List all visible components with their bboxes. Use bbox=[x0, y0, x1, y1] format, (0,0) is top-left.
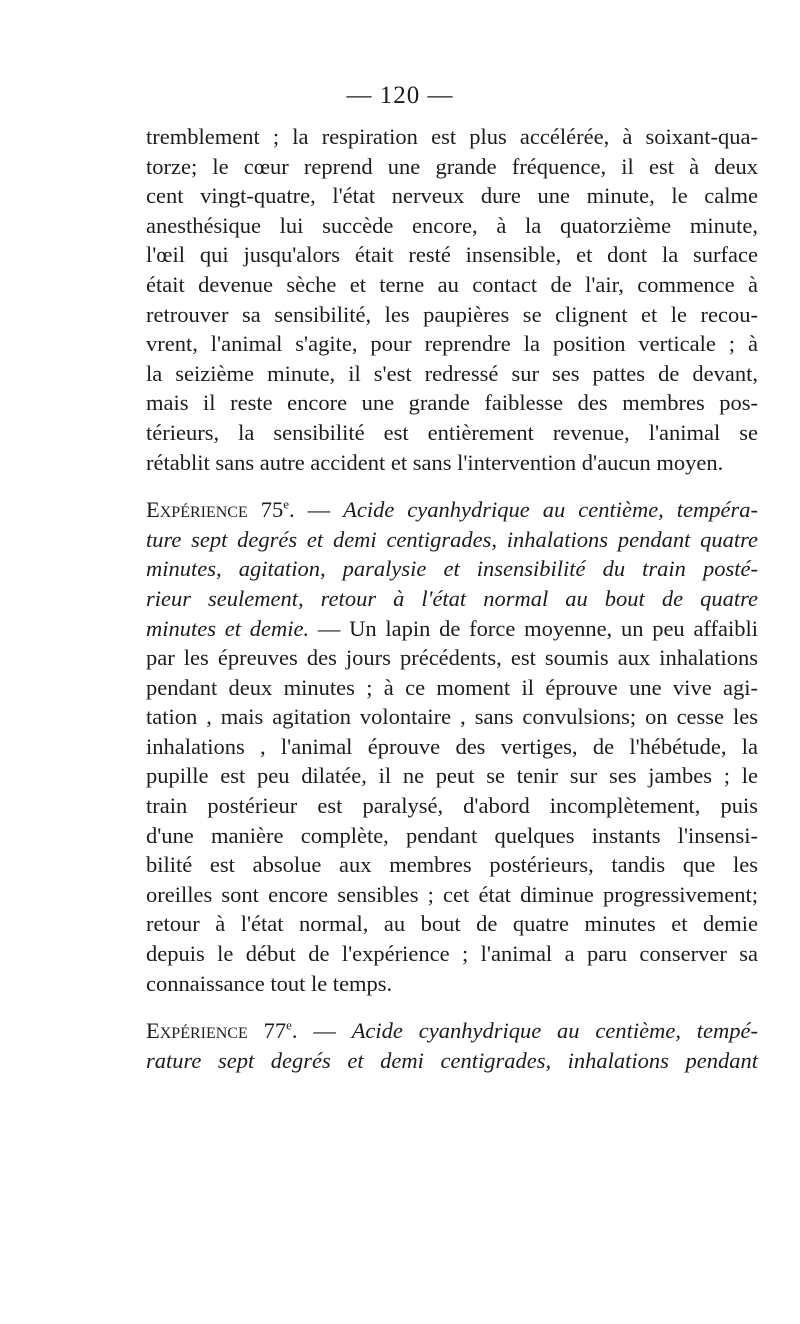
text-line bbox=[146, 359, 758, 389]
text-run: pendant deux minutes ; à ce moment il éprouve une vive agi- bbox=[146, 674, 758, 700]
text-run: inhalations , l'animal éprouve des vertiges, de l'hébétude, la bbox=[146, 733, 758, 759]
text-run: . — bbox=[289, 497, 344, 523]
text-run: retour à l'état normal, au bout de quatre minutes et demie bbox=[146, 911, 758, 937]
text-run: train postérieur est paralysé, d'abord incomplètement, puis bbox=[146, 793, 758, 819]
italic-run: ture sept degrés et demi centigrades, inhalations pendant quatre bbox=[146, 526, 758, 552]
text-line bbox=[146, 584, 758, 614]
text-line bbox=[146, 791, 758, 821]
italic-run: minutes et demie. bbox=[146, 615, 310, 641]
experiment-label: Expérience 77 bbox=[146, 1018, 287, 1044]
text-line bbox=[146, 152, 758, 182]
text-line bbox=[146, 880, 758, 910]
text-line bbox=[146, 448, 758, 478]
text-run: mais il reste encore une grande faiblesse des membres pos- bbox=[146, 390, 758, 416]
text-run: . — bbox=[291, 1018, 352, 1044]
text-line bbox=[146, 821, 758, 851]
text-line bbox=[146, 270, 758, 300]
text-line bbox=[146, 1016, 758, 1046]
text-run: depuis le début de l'expérience ; l'animal a paru conserver sa bbox=[146, 941, 758, 967]
italic-run: rature sept degrés et demi centigrades, inhalations pendant bbox=[146, 1047, 758, 1073]
text-line bbox=[146, 329, 758, 359]
text-run: oreilles sont encore sensibles ; cet état diminue progressivement; bbox=[146, 881, 758, 907]
text-line bbox=[146, 300, 758, 330]
text-run: pupille est peu dilatée, il ne peut se tenir sur ses jambes ; le bbox=[146, 763, 758, 789]
text-line bbox=[146, 969, 758, 999]
experiment-label: Expérience 75 bbox=[146, 497, 284, 523]
text-line bbox=[146, 850, 758, 880]
italic-run: minutes, agitation, paralysie et insensibilité du train posté- bbox=[146, 556, 758, 582]
text-run: térieurs, la sensibilité est entièrement revenue, l'animal se bbox=[146, 419, 758, 445]
text-line bbox=[146, 732, 758, 762]
text-run: par les épreuves des jours précédents, est soumis aux inhalations bbox=[146, 645, 758, 671]
text-run: rétablit sans autre accident et sans l'intervention d'aucun moyen. bbox=[146, 449, 724, 475]
text-run: l'œil qui jusqu'alors était resté insensible, et dont la surface bbox=[146, 242, 758, 268]
text-line bbox=[146, 211, 758, 241]
text-run: retrouver sa sensibilité, les paupières se clignent et le recou- bbox=[146, 301, 758, 327]
italic-run: Acide cyanhydrique au centième, tempéra- bbox=[343, 497, 759, 523]
text-run: e bbox=[283, 496, 290, 512]
text-run: la seizième minute, il s'est redressé sur ses pattes de devant, bbox=[146, 360, 758, 386]
text-line bbox=[146, 122, 758, 152]
text-run: — Un lapin de force moyenne, un peu affaibli bbox=[309, 615, 758, 641]
text-line bbox=[146, 643, 758, 673]
text-line bbox=[146, 702, 758, 732]
page-number: — 120 — bbox=[346, 82, 454, 109]
text-run: connaissance tout le temps. bbox=[146, 970, 393, 996]
text-line bbox=[146, 495, 758, 525]
text-line bbox=[146, 181, 758, 211]
text-line bbox=[146, 418, 758, 448]
text-run: était devenue sèche et terne au contact de l'air, commence à bbox=[146, 271, 758, 297]
text-line bbox=[146, 388, 758, 418]
text-line bbox=[146, 614, 758, 644]
text-run: torze; le cœur reprend une grande fréquence, il est à deux bbox=[146, 153, 758, 179]
text-run: d'une manière complète, pendant quelques instants l'insensi- bbox=[146, 822, 758, 848]
text-line bbox=[146, 240, 758, 270]
text-line bbox=[146, 939, 758, 969]
text-run: vrent, l'animal s'agite, pour reprendre la position verticale ; à bbox=[146, 331, 758, 357]
body-text bbox=[146, 122, 758, 1075]
italic-run: Acide cyanhydrique au centième, tempé- bbox=[351, 1018, 759, 1044]
text-run: e bbox=[286, 1017, 292, 1033]
text-line bbox=[146, 525, 758, 555]
text-line bbox=[146, 1046, 758, 1076]
text-run: bilité est absolue aux membres postérieurs, tandis que les bbox=[146, 852, 758, 878]
text-line bbox=[146, 554, 758, 584]
text-run: tremblement ; la respiration est plus accélérée, à soixant-qua- bbox=[146, 124, 758, 149]
italic-run: rieur seulement, retour à l'état normal au bout de quatre bbox=[146, 585, 758, 611]
text-run: tation , mais agitation volontaire , sans convulsions; on cesse les bbox=[146, 704, 758, 730]
text-line bbox=[146, 673, 758, 703]
text-line bbox=[146, 909, 758, 939]
text-line bbox=[146, 761, 758, 791]
text-run: cent vingt-quatre, l'état nerveux dure une minute, le calme bbox=[146, 183, 758, 209]
text-run: anesthésique lui succède encore, à la quatorzième minute, bbox=[146, 212, 758, 238]
